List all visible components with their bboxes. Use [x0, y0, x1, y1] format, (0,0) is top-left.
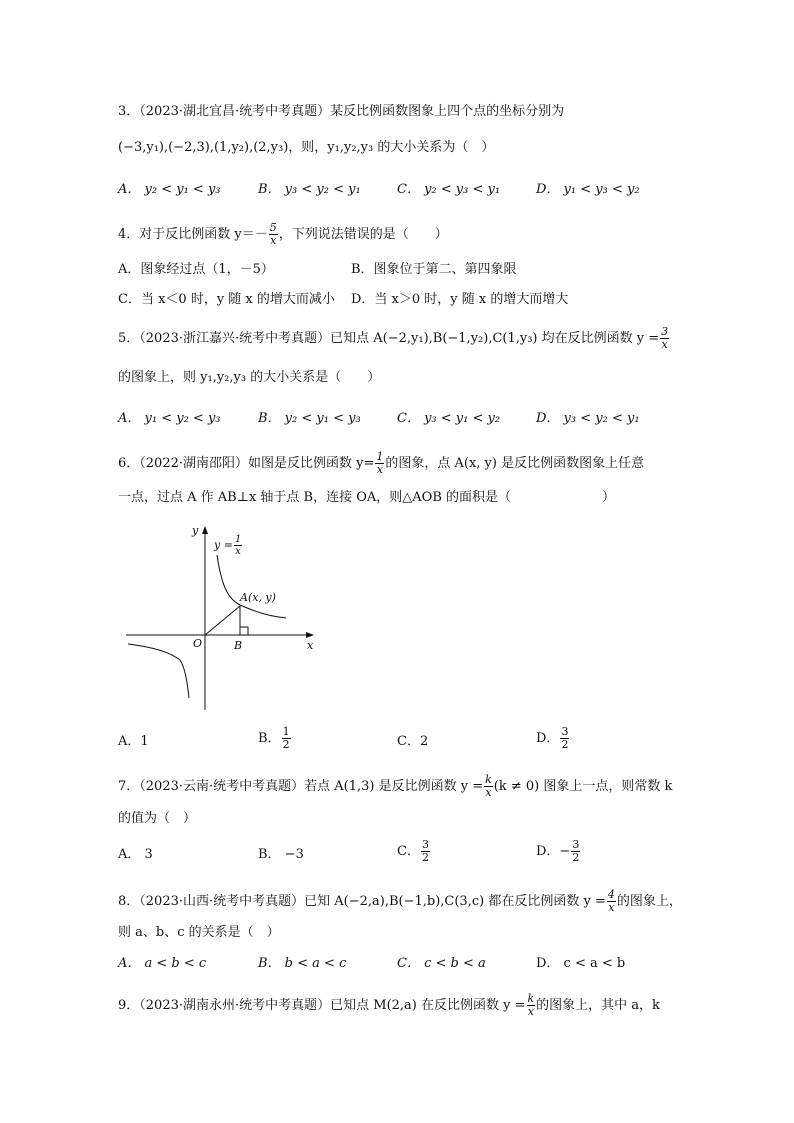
q6-option-b-label: B．	[258, 731, 281, 746]
y-axis-arrow	[202, 526, 208, 534]
q6-stem-pre: 6．（2022·湖南邵阳）如图是反比例函数 y=	[118, 456, 375, 471]
q9-fraction-num: k	[527, 992, 535, 1005]
q6-option-d-num: 3	[561, 725, 569, 738]
q4-stem-post: ，下列说法错误的是（ ）	[278, 227, 448, 242]
q8-option-c: C． c < b < a	[397, 956, 486, 971]
q5-stem-line1	[118, 326, 670, 351]
graph-label-b: B	[234, 639, 243, 652]
q7-stem-line1	[118, 774, 672, 799]
q4-option-b: B．图象位于第二、第四象限	[351, 262, 517, 277]
q7-option-b: B． −3	[258, 847, 304, 862]
q7-option-c-fraction	[421, 839, 430, 864]
q3-option-b: B． y₃ < y₂ < y₁	[258, 182, 361, 197]
q3-option-d: D． y₁ < y₃ < y₂	[536, 182, 640, 197]
q5-fraction-den: x	[661, 338, 668, 351]
q3-option-a: A． y₂ < y₁ < y₃	[118, 182, 221, 197]
graph-label-x: x	[307, 639, 314, 652]
q6-option-b	[258, 726, 292, 751]
q5-option-c: C． y₃ < y₁ < y₂	[397, 411, 501, 426]
q8-option-b: B． b < a < c	[258, 956, 347, 971]
q6-fraction-num: 1	[376, 450, 384, 463]
q7-stem-line2: 的值为（ ）	[118, 811, 197, 826]
q6-option-d-fraction	[560, 726, 569, 751]
q7-option-d	[536, 839, 581, 864]
q8-stem-line2: 则 a、b、c 的关系是（ ）	[118, 925, 280, 940]
graph-function-pre: y =	[214, 538, 233, 552]
q9-fraction	[527, 993, 536, 1018]
q7-option-c-label: C．	[397, 844, 420, 859]
q5-stem-line2: 的图象上，则 y₁,y₂,y₃ 的大小关系是（ ）	[118, 370, 381, 385]
q7-fraction-den: x	[485, 786, 492, 799]
q5-option-a: A． y₁ < y₂ < y₃	[118, 411, 221, 426]
q8-option-a: A． a < b < c	[118, 956, 207, 971]
q7-stem-post: (k ≠ 0) 图象上一点，则常数 k	[493, 779, 673, 794]
q8-stem-post: 的图象上，	[616, 894, 682, 909]
graph-label-a: A(x, y)	[240, 591, 276, 604]
q4-option-a: A．图象经过点（1，－5）	[118, 262, 274, 277]
q4-fraction-den: x	[270, 234, 277, 247]
q5-option-b: B． y₂ < y₁ < y₃	[258, 411, 361, 426]
q9-stem-post: 的图象上，其中 a，k	[536, 998, 660, 1013]
q8-option-d: D． c < a < b	[536, 956, 626, 971]
q5-fraction-num: 3	[661, 325, 669, 338]
q6-option-d-label: D．	[536, 731, 560, 746]
q9-stem-line1	[118, 993, 660, 1018]
q3-stem-line1: 3．（2023·湖北宜昌·统考中考真题）某反比例函数图象上四个点的坐标分别为	[118, 104, 565, 119]
q7-option-c-num: 3	[421, 838, 429, 851]
q6-option-d	[536, 726, 570, 751]
curve-branch-q3	[128, 644, 189, 698]
q5-stem-pre: 5．（2023·浙江嘉兴·统考中考真题）已知点 A(−2,y₁),B(−1,y₂),C(1,y₃) 均在反比例函数 y =	[118, 331, 660, 346]
segment-oa	[205, 606, 240, 635]
reciprocal-function-graph	[118, 520, 328, 715]
q6-option-d-den: 2	[561, 738, 569, 751]
q7-option-d-label: D．−	[536, 844, 571, 859]
q7-option-d-fraction	[571, 839, 580, 864]
q5-option-d: D． y₃ < y₂ < y₁	[536, 411, 640, 426]
graph-label-o: O	[193, 637, 203, 650]
q8-stem-line1	[118, 889, 682, 914]
q6-option-b-num: 1	[282, 725, 290, 738]
graph-function-den: x	[235, 546, 241, 557]
curve-branch-q1	[217, 555, 286, 618]
q7-option-c-den: 2	[421, 851, 429, 864]
q6-stem-line1	[118, 451, 644, 476]
q7-stem-pre: 7．（2023·云南·统考中考真题）若点 A(1,3) 是反比例函数 y =	[118, 779, 484, 794]
q7-option-d-den: 2	[572, 851, 580, 864]
q6-option-a: A．1	[118, 734, 149, 749]
q4-option-d: D．当 x＞0 时，y 随 x 的增大而增大	[351, 292, 569, 307]
q4-fraction	[269, 222, 278, 247]
q4-stem	[118, 222, 448, 247]
graph-function-fraction	[234, 534, 242, 557]
graph-function-num: 1	[234, 534, 242, 545]
graph-label-y: y	[192, 524, 199, 537]
q6-option-b-fraction	[282, 726, 291, 751]
q3-stem-line2: (−3,y₁),(−2,3),(1,y₂),(2,y₃)，则，y₁,y₂,y₃ 的大小关系为（ ）	[118, 140, 495, 155]
q7-option-c	[397, 839, 431, 864]
q6-option-b-den: 2	[282, 738, 290, 751]
q5-fraction	[660, 326, 669, 351]
q7-option-d-num: 3	[572, 838, 580, 851]
q3-option-c: C． y₂ < y₃ < y₁	[397, 182, 501, 197]
q7-fraction-num: k	[485, 773, 492, 786]
q9-fraction-den: x	[527, 1005, 534, 1018]
q9-stem-pre: 9．（2023·湖南永州·统考中考真题）已知点 M(2,a) 在反比例函数 y =	[118, 998, 526, 1013]
q6-fraction-den: x	[376, 463, 383, 476]
q4-option-c: C．当 x＜0 时，y 随 x 的增大而减小	[118, 292, 335, 307]
q4-stem-pre: 4．对于反比例函数 y＝－	[118, 227, 268, 242]
q8-fraction-num: 4	[607, 888, 615, 901]
q6-stem-line2: 一点，过点 A 作 AB⊥x 轴于点 B，连接 OA，则△AOB 的面积是（ ）	[118, 490, 616, 505]
graph-function-label	[214, 534, 243, 557]
q4-fraction-num: 5	[269, 221, 277, 234]
q8-stem-pre: 8．（2023·山西·统考中考真题）已知 A(−2,a),B(−1,b),C(3,c) 都在反比例函数 y =	[118, 894, 606, 909]
q6-fraction	[375, 451, 384, 476]
q8-fraction	[607, 889, 616, 914]
q8-fraction-den: x	[608, 901, 615, 914]
q6-option-c: C．2	[397, 734, 429, 749]
q7-option-a: A． 3	[118, 847, 153, 862]
right-angle-mark	[240, 627, 248, 635]
q6-stem-post: 的图象，点 A(x, y) 是反比例函数图象上任意	[385, 456, 645, 471]
q7-fraction	[484, 774, 493, 799]
